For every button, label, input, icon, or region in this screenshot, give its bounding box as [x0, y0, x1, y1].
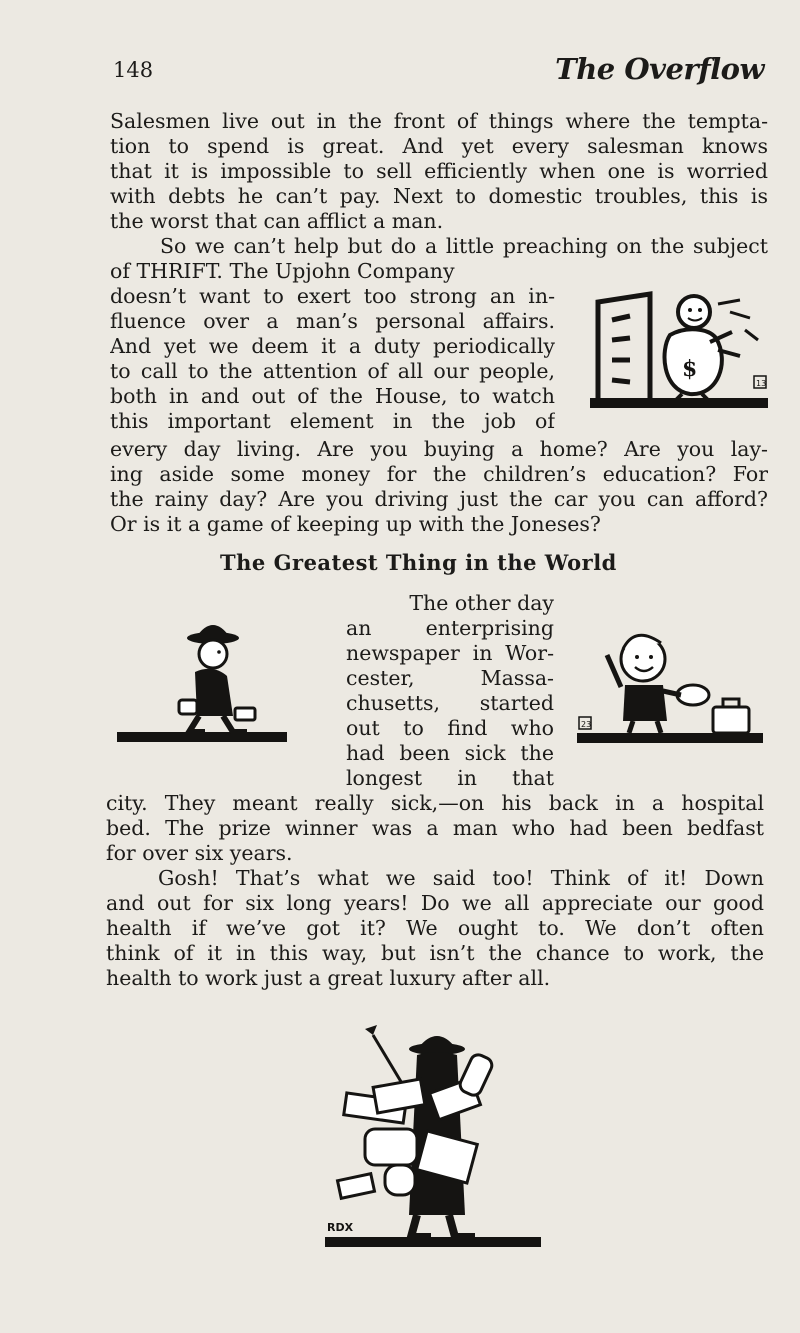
- waving-boy-illustration: [575, 625, 765, 750]
- ground-bar: [325, 1237, 541, 1247]
- page-number: 148: [113, 58, 154, 82]
- businessman-icon: [179, 625, 255, 732]
- artist-signature: RDX: [327, 1221, 354, 1234]
- text-line: Or is it a game of keeping up with the Joneses?: [110, 512, 601, 536]
- text-line: Gosh! That’s what we said too! Think of it! Down: [158, 866, 764, 890]
- walking-businessman-illustration: [115, 620, 290, 750]
- text-line: the worst that can afflict a man.: [110, 209, 444, 233]
- svg-text:$: $: [682, 356, 698, 382]
- text-line: that it is impossible to sell efficiently when one is worried: [110, 159, 768, 183]
- text-line: chusetts, started: [346, 691, 554, 715]
- text-line: of THRIFT. The Upjohn Company: [110, 259, 455, 283]
- text-line: both in and out of the House, to watch: [110, 384, 555, 408]
- paragraph-4: [106, 866, 764, 991]
- text-line: doesn’t want to exert too strong an in-: [110, 284, 555, 308]
- text-line: Salesmen live out in the front of things where the tempta-: [110, 109, 768, 133]
- text-line: health to work just a great luxury after all.: [106, 966, 551, 990]
- text-line: to call to the attention of all our people,: [110, 359, 555, 383]
- masthead: The Overflow: [555, 52, 764, 86]
- text-line: an enterprising: [346, 616, 554, 640]
- text-line: tion to spend is great. And yet every salesman knows: [110, 134, 768, 158]
- text-line: out to find who: [346, 716, 554, 740]
- text-line: and out for six long years! Do we all appreciate our good: [106, 891, 764, 915]
- section-heading: The Greatest Thing in the World: [220, 550, 617, 575]
- moneybag-icon: [665, 296, 758, 400]
- text-line: think of it in this way, but isn’t the chance to work, the: [106, 941, 764, 965]
- man-carrying-parcels-illustration: [325, 1025, 545, 1250]
- text-line: city. They meant really sick,—on his back in a hospital: [106, 791, 764, 815]
- text-line: health if we’ve got it? We ought to. We don’t often: [106, 916, 764, 940]
- boy-icon: [607, 635, 709, 733]
- text-line: And yet we deem it a duty periodically: [110, 334, 555, 358]
- text-line: the rainy day? Are you driving just the car you can afford?: [110, 487, 768, 511]
- text-line: had been sick the: [346, 741, 554, 765]
- text-line: for over six years.: [106, 841, 293, 865]
- paragraph-1: [110, 109, 768, 234]
- text-line: longest in that: [346, 766, 554, 790]
- text-line: The other day: [409, 591, 554, 615]
- paragraph-2-narrow: [110, 259, 555, 434]
- text-line: this important element in the job of: [110, 409, 555, 433]
- paragraph-2-first-line: [160, 234, 768, 259]
- text-line: ing aside some money for the children’s education? For: [110, 462, 768, 486]
- text-line: with debts he can’t pay. Next to domestic troubles, this is: [110, 184, 768, 208]
- door-icon: [598, 294, 650, 398]
- text-line: newspaper in Wor-: [346, 641, 554, 665]
- suitcase-icon: [713, 699, 749, 733]
- text-line: bed. The prize winner was a man who had been bedfast: [106, 816, 764, 840]
- text-line: fluence over a man’s personal affairs.: [110, 309, 555, 333]
- text-line: cester, Massa-: [346, 666, 554, 690]
- paragraph-3-wide: [106, 791, 764, 866]
- stamp-number: 13: [756, 379, 767, 388]
- text-line: So we can’t help but do a little preaching on the subject: [160, 234, 768, 258]
- paragraph-2-wide: [110, 437, 768, 537]
- paragraph-3-column: [346, 591, 554, 791]
- moneybag-running-illustration: [590, 290, 770, 410]
- stamp-number: 23: [581, 720, 592, 729]
- text-line: every day living. Are you buying a home? Are you lay-: [110, 437, 768, 461]
